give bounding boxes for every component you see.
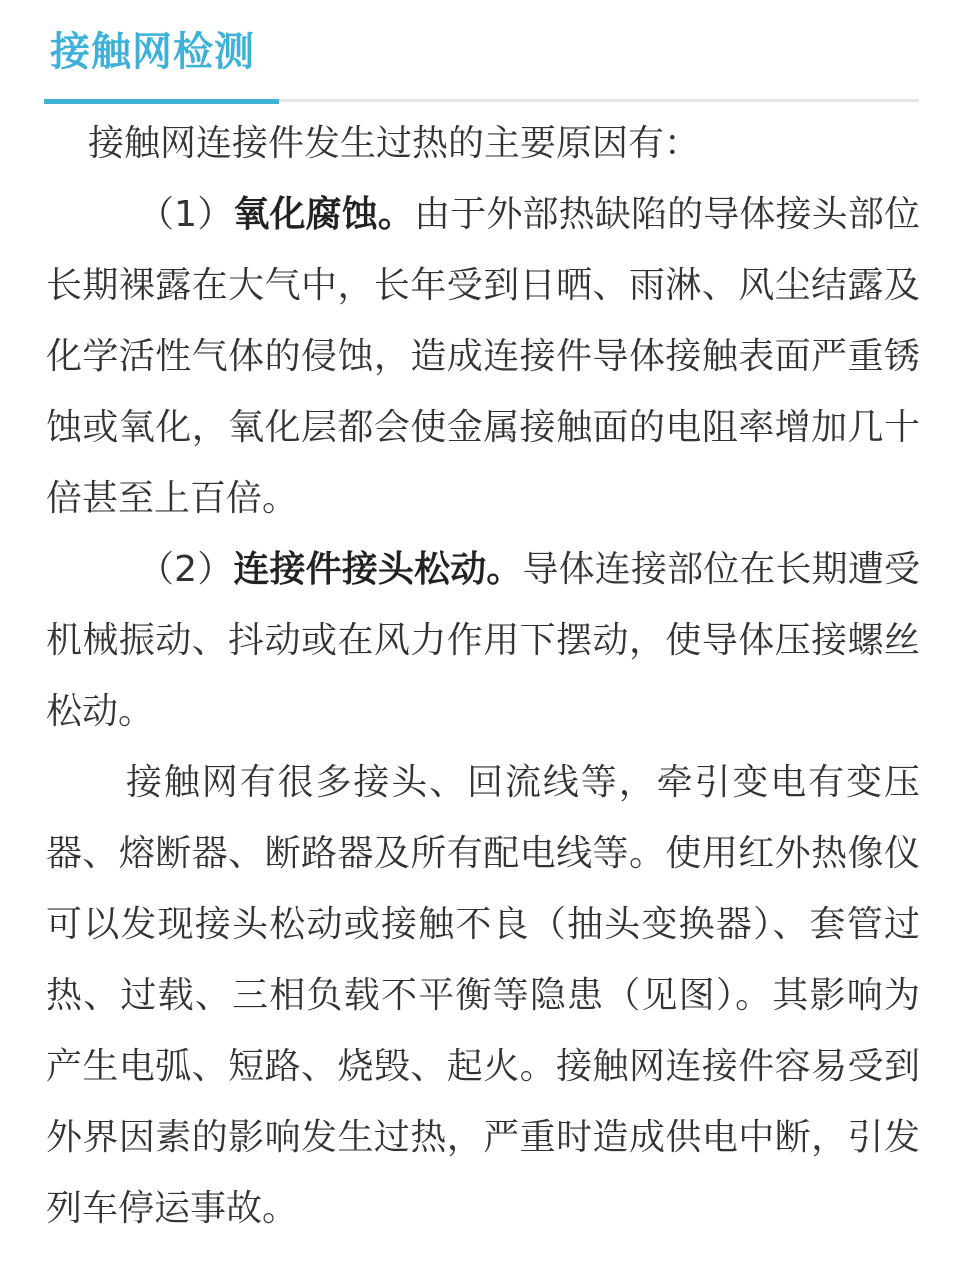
article-body xyxy=(46,108,920,1244)
cause-2-number: （2） xyxy=(138,549,234,590)
title-accent-bar xyxy=(44,99,279,104)
cause-1-paragraph xyxy=(46,179,920,534)
cause-1-heading: 氧化腐蚀。 xyxy=(233,194,415,235)
cause-2-text: 导体连接部位在长期遭受机械振动、抖动或在风力作用下摆动，使导体压接螺丝松动。 xyxy=(46,549,920,732)
conclusion-paragraph: 接触网有很多接头、回流线等，牵引变电有变压器、熔断器、断路器及所有配电线等。使用红外热像仪可以发现接头松动或接触不良（抽头变换器）、套管过热、过载、三相负载不平衡等隐患（见图）。其影响为产生电弧、短路、烧毁、起火。接触网连接件容易受到外界因素的影响发生过热，严重时造成供电中断，引发列车停运事故。 xyxy=(46,762,920,1229)
cause-2-heading: 连接件接头松动。 xyxy=(233,549,523,590)
intro-paragraph: 接触网连接件发生过热的主要原因有： xyxy=(88,123,701,164)
cause-1-number: （1） xyxy=(138,194,234,235)
cause-1-text: 由于外部热缺陷的导体接头部位长期裸露在大气中，长年受到日晒、雨淋、风尘结露及化学活性气体的侵蚀，造成连接件导体接触表面严重锈蚀或氧化，氧化层都会使金属接触面的电阻率增加几十倍甚至上百倍。 xyxy=(46,194,920,519)
cause-2-paragraph xyxy=(46,534,920,747)
section-title: 接触网检测 xyxy=(50,29,255,75)
